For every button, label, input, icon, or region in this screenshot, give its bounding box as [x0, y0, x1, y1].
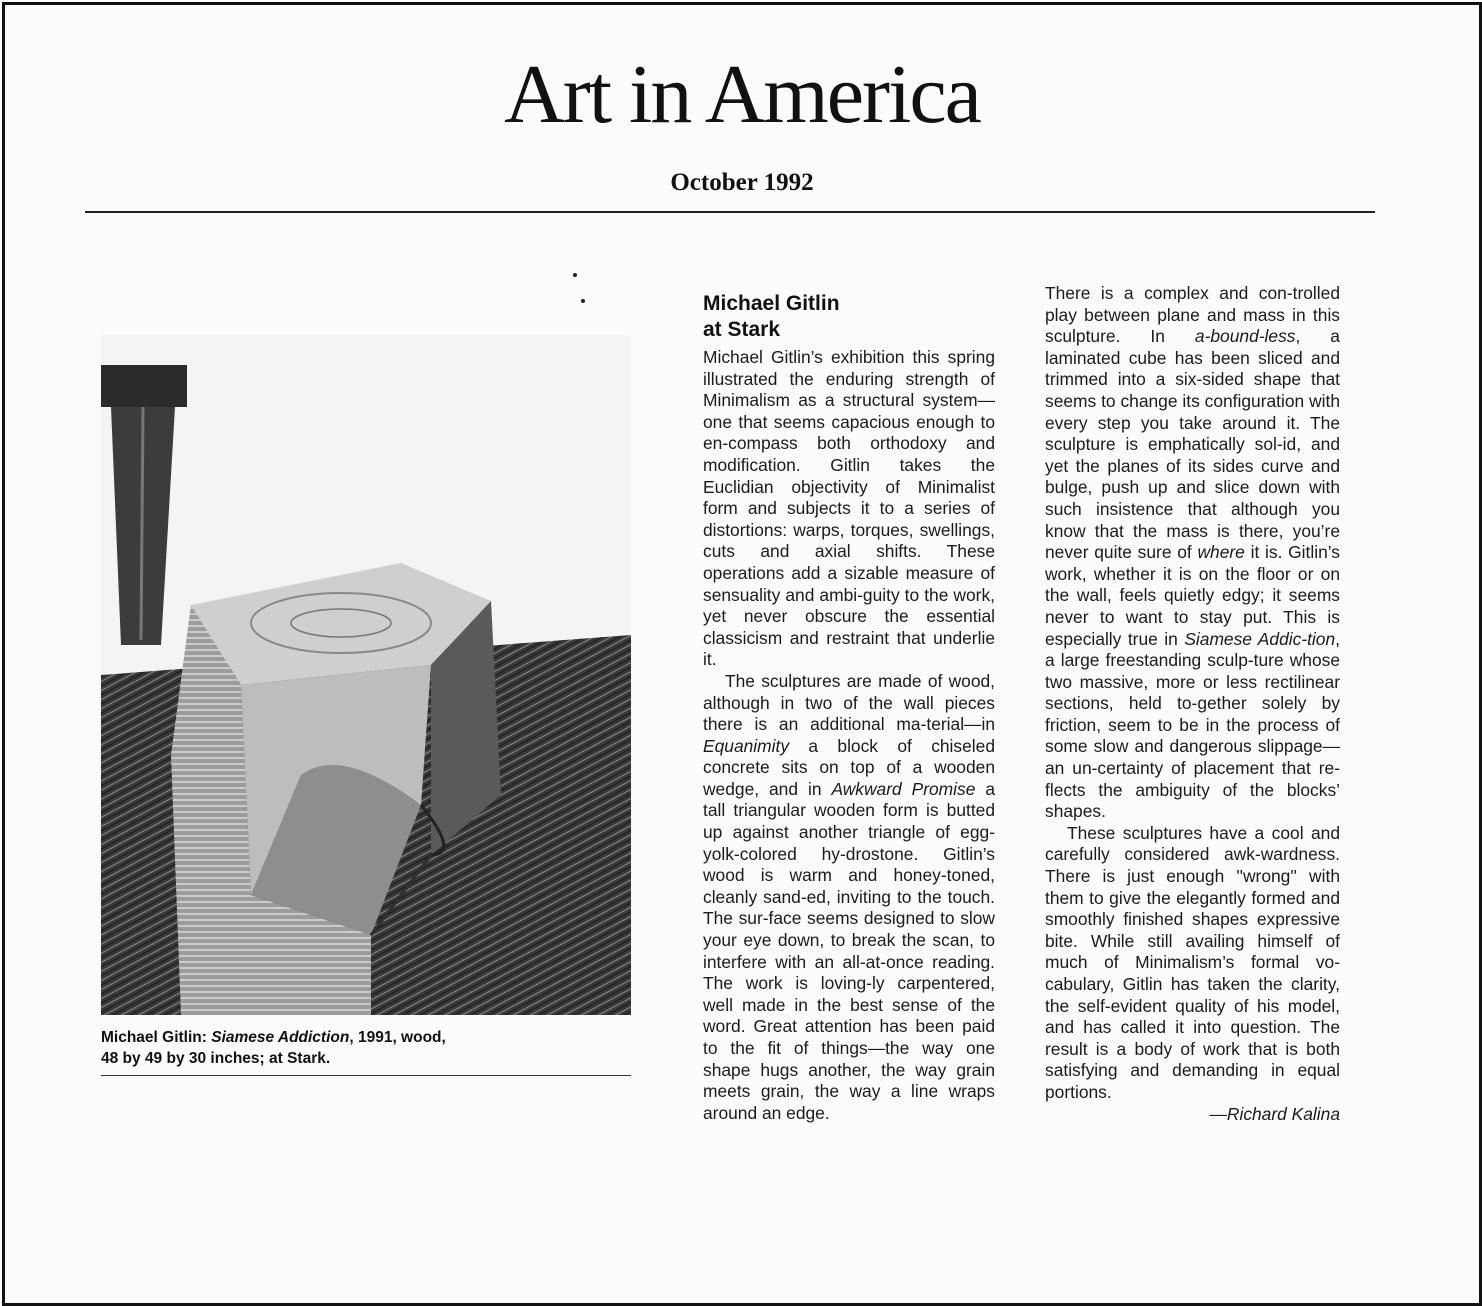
article-column-2	[1045, 283, 1340, 1125]
headline-line-2: at Stark	[703, 318, 781, 341]
paragraph: There is a complex and con-trolled play between plane and mass in this sculpture. In a-bound-less, a laminated cube has been sliced and trimmed into a six-sided shape that seems to change its configuration with every step you take around it. The sculpture is emphatically sol-id, and yet the planes of its sides curve and bulge, push up and slice down with such insistence that although you know that the mass is there, you’re never quite sure of where it is. Gitlin’s work, whether it is on the floor or on the wall, feels quietly edgy; it seems never to want to stay put. This is especially true in Siamese Addic-tion, a large freestanding sculp-ture whose two massive, more or less rectilinear sections, held to-gether solely by friction, seem to be in the process of some slow and dangerous slippage—an un-certainty of placement that re-flects the ambiguity of the blocks’ shapes.	[1045, 283, 1341, 822]
header-rule	[85, 211, 1375, 213]
caption-rule	[101, 1075, 631, 1076]
caption-artist: Michael Gitlin:	[101, 1029, 212, 1046]
issue-date: October 1992	[670, 169, 814, 196]
photo-caption	[101, 1027, 631, 1069]
caption-details: , 1991, wood,	[349, 1029, 446, 1046]
article-headline	[703, 291, 1003, 343]
caption-dimensions: 48 by 49 by 30 inches; at Stark.	[101, 1050, 331, 1067]
page-frame	[2, 2, 1482, 1306]
headline-line-1: Michael Gitlin	[703, 292, 840, 315]
paragraph: The sculptures are made of wood, although in two of the wall pieces there is an additional ma-terial—in Equanimity a block of chiseled concrete sits on top of a wooden wedge, and in Awkward Promise a tall triangular wooden form is butted up against another triangle of egg-yolk-colored hy-drostone. Gitlin’s wood is warm and honey-toned, cleanly sand-ed, inviting to the touch. The sur-face seems designed to slow your eye down, to break the scan, to interfere with an all-at-once reading. The work is loving-ly carpentered, well made in the best sense of the word. Great attention has been paid to the fit of things—the way one shape hugs another, the way grain meets grain, the way a line wraps around an edge.	[703, 670, 995, 1123]
article-column-1	[703, 347, 995, 1124]
article-byline: —Richard Kalina	[1209, 1103, 1340, 1124]
paragraph: Michael Gitlin’s exhibition this spring illustrated the enduring strength of Minimalism as a structural system—one that seems capacious enough to en-compass both orthodoxy and modification. Gitlin takes the Euclidian objectivity of Minimalist form and subjects it to a series of distortions: warps, torques, swellings, cuts and axial shifts. These operations add a sizable measure of sensuality and ambi-guity to the work, yet never obscure the essential classicism and restraint that underlie it.	[703, 347, 995, 670]
paragraph: These sculptures have a cool and carefully considered awk-wardness. There is just enough ''wrong'' with them to give the elegantly formed and smoothly finished shapes expressive bite. While still availing himself of much of Minimalism’s formal vo-cabulary, Gitlin has taken the clarity, the self-evident quality of his model, and has called it into question. The result is a body of work that is both satisfying and demanding in equal portions.	[1045, 822, 1340, 1102]
sculpture-photo	[101, 335, 631, 1015]
print-speck	[573, 273, 577, 277]
masthead-title: Art in America	[504, 48, 980, 141]
print-speck	[581, 299, 585, 303]
caption-title: Siamese Addiction	[211, 1029, 350, 1046]
